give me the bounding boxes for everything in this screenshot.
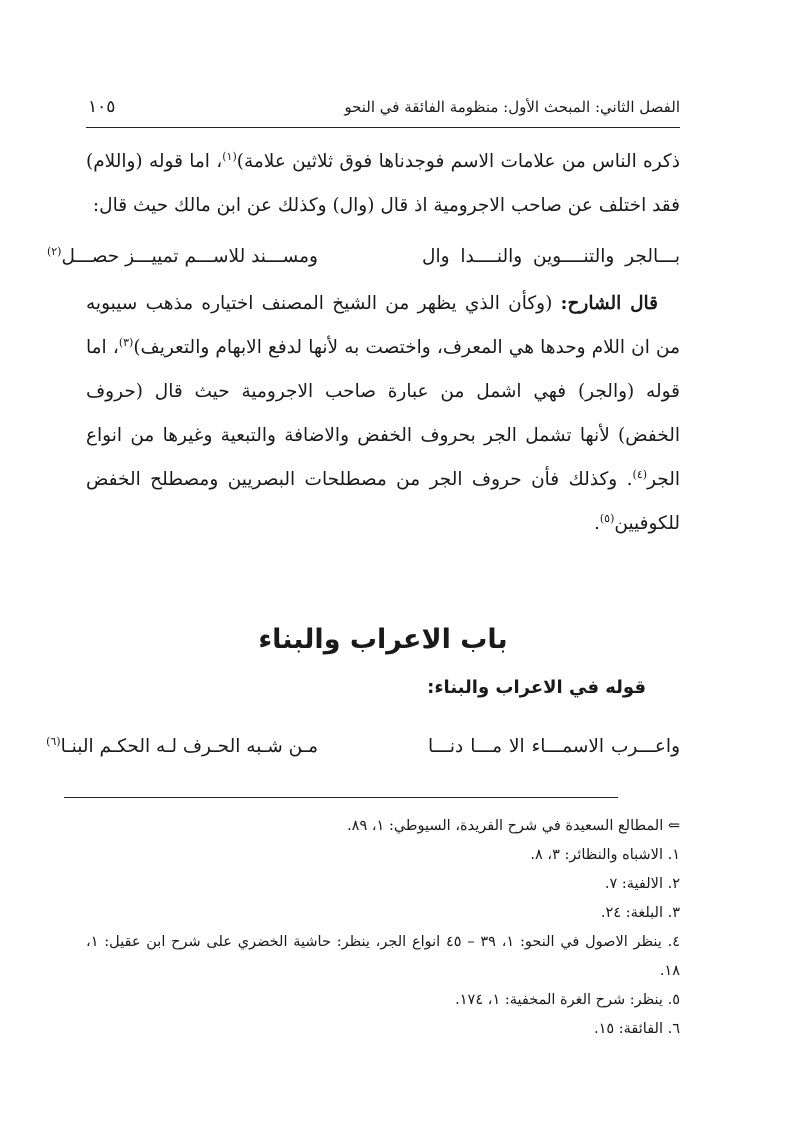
verse-1 [46, 232, 680, 282]
footnote-1: ١. الاشباه والنظائر: ٣، ٨. [530, 847, 680, 863]
footnote-4: ٤. ينظر الاصول في النحو: ١، ٣٩ – ٤٥ انواع الجر، ينظر: حاشية الخضري على شرح ابن عقيل: ١، ١٨. [86, 934, 681, 979]
section-subtitle: قوله في الاعراب والبناء: [427, 677, 646, 698]
paragraph-1-text: ذكره الناس من علامات الاسم فوجدناها فوق ثلاثين علامة) [236, 151, 680, 172]
paragraph-2-end: . [593, 513, 600, 534]
verse-2-hemistich-2-text: مـن شـبه الحـرف لـه الحكـم البنـا [60, 736, 318, 757]
verse-1-hemistich-1: بـــالجر والتنــــوين والنــــدا وال [422, 246, 680, 267]
paragraph-2-text-3: . وكذلك فأن حروف الجر من مصطلحات البصريين ومصطلح الخفض للكوفيين [86, 469, 680, 534]
chapter-title: باب الاعراب والبناء [258, 624, 508, 655]
footnote-5: ٥. ينظر: شرح الغرة المخفية: ١، ١٧٤. [455, 992, 680, 1008]
running-head [88, 92, 680, 122]
footnote-3: ٣. البلغة: ٢٤. [600, 905, 680, 921]
main-text [46, 140, 680, 546]
footnote-6: ٦. الفائقة: ١٥. [593, 1021, 680, 1037]
paragraph-2-text: (وكأن الذي يظهر من الشيخ المصنف اختياره مذهب سيبويه من ان اللام وحدها هي المعرف، واختصت به لأنها لدفع الابهام والتعريف) [86, 293, 680, 358]
header-divider [86, 127, 680, 128]
page-number: ١٠٥ [88, 97, 116, 117]
footnote-ref-2: (٢) [46, 244, 62, 258]
running-head-title: الفصل الثاني: المبحث الأول: منظومة الفائقة في النحو [344, 98, 680, 116]
footnote-ref-4: (٤) [632, 467, 648, 481]
footnote-divider [64, 797, 618, 798]
paragraph-2 [86, 282, 680, 546]
verse-2-hemistich-2 [46, 722, 318, 772]
verse-2 [46, 722, 680, 772]
verse-1-hemistich-2-text: ومســـند للاســـم تمييـــز حصـــل [61, 246, 318, 267]
paragraph-1 [86, 140, 680, 228]
footnote-ref-6: (٦) [46, 734, 61, 748]
footnotes [86, 812, 680, 1044]
verse-1-hemistich-2 [46, 232, 318, 282]
footnote-2: ٢. الالفية: ٧. [604, 876, 680, 892]
footnote-ref-1: (١) [222, 149, 237, 163]
verse-2-hemistich-1: واعـــرب الاسمـــاء الا مـــا دنـــا [428, 736, 680, 757]
commentator-label: قال الشارح: [560, 293, 659, 314]
footnote-continued: ⇐ المطالع السعيدة في شرح الفريدة، السيوطي: ١، ٨٩. [347, 818, 680, 834]
footnote-ref-3: (٣) [118, 335, 134, 349]
paragraph-1-rest: ، اما قوله (واللام) فقد اختلف عن صاحب الاجرومية اذ قال (وال) وكذلك عن ابن مالك حيث قال: [86, 151, 680, 216]
footnote-ref-5: (٥) [599, 511, 615, 525]
paragraph-2-text-2: ، اما قوله (والجر) فهي اشمل من عبارة صاحب الاجرومية حيث قال (حروف الخفض) لأنها تشمل الجر بحروف الخفض والاضافة والتبعية وغيرها من انواع الجر [86, 337, 680, 490]
